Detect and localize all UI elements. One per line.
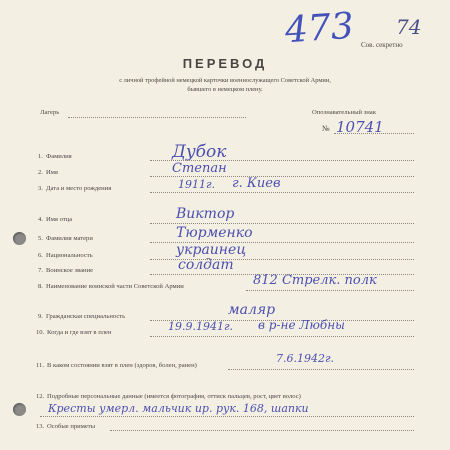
rank-label: Воинское звание xyxy=(46,267,94,274)
special-marks-line xyxy=(110,430,414,431)
special-marks-label: Особые приметы xyxy=(47,423,96,430)
profession-label: Гражданская специальность xyxy=(46,313,126,320)
father-name-line xyxy=(150,223,414,224)
mother-surname-value: Тюрменко xyxy=(176,225,253,241)
classification-stamp: Сов. секретно xyxy=(361,41,403,49)
tag-number-prefix: № xyxy=(322,124,330,133)
corner-number-handwritten: 74 xyxy=(396,15,422,39)
field-number: 10. xyxy=(36,329,45,336)
field-number: 4. xyxy=(38,216,43,223)
field-number: 1. xyxy=(38,153,43,160)
capture-date-value: 19.9.1941г. xyxy=(168,320,234,333)
first-name-label: Имя xyxy=(46,169,58,176)
rank-value: солдат xyxy=(178,257,234,273)
tag-label: Опознавательный знак xyxy=(312,109,376,116)
document-subtitle-line2: бывшего в немецком плену. xyxy=(187,86,263,93)
archive-number-handwritten: 473 xyxy=(283,5,356,52)
condition-value: 7.6.1942г. xyxy=(276,352,335,365)
field-number: 8. xyxy=(38,283,43,290)
condition-line xyxy=(228,369,414,370)
birth-place-value: г. Киев xyxy=(232,176,281,191)
condition-label: В каком состоянии взят в плен (здоров, болен, ранен) xyxy=(47,362,197,369)
first-name-line xyxy=(150,176,414,177)
document-title: ПЕРЕВОД xyxy=(182,56,268,71)
mother-surname-label: Фамилия матери xyxy=(46,235,93,242)
nationality-label: Национальность xyxy=(46,252,93,259)
field-number: 5. xyxy=(38,235,43,242)
document-subtitle-line1: с личной трофейной немецкой карточки военнослужащего Советской Армии, xyxy=(119,77,331,84)
camp-label: Лагерь xyxy=(40,109,60,116)
tag-line xyxy=(334,133,414,134)
field-number: 6. xyxy=(38,252,43,259)
capture-label: Когда и где взят в плен xyxy=(47,329,112,336)
father-name-label: Имя отца xyxy=(46,216,73,223)
first-name-value: Степан xyxy=(172,161,227,176)
personal-data-line xyxy=(40,416,414,417)
unit-value: 812 Стрелк. полк xyxy=(253,273,377,288)
surname-value: Дубок xyxy=(172,142,227,162)
unit-label: Наименование воинской части Советской Армии xyxy=(46,283,184,290)
field-number: 11. xyxy=(36,362,44,369)
nationality-value: украинец xyxy=(176,242,247,258)
capture-line xyxy=(150,336,414,337)
profession-value: маляр xyxy=(228,302,276,318)
birth-label: Дата и место рождения xyxy=(46,185,112,192)
field-number: 12. xyxy=(36,393,45,400)
punch-hole-bottom xyxy=(13,403,26,416)
field-number: 7. xyxy=(38,267,43,274)
birth-line xyxy=(150,192,414,193)
personal-data-label: Подробные персональные данные (имеется фотография, оттиск пальцев, рост, цвет волос) xyxy=(47,393,301,400)
punch-hole-top xyxy=(13,232,26,245)
father-name-value: Виктор xyxy=(176,206,235,222)
birth-year-value: 1911г. xyxy=(178,178,216,191)
personal-data-value: Кресты умерл. мальчик ир. рук. 168, шапки xyxy=(48,402,309,415)
field-number: 13. xyxy=(36,423,45,430)
surname-label: Фамилия xyxy=(46,153,72,160)
unit-line xyxy=(246,290,414,291)
capture-place-value: в р-не Любны xyxy=(258,318,345,332)
tag-number-handwritten: 10741 xyxy=(336,118,384,136)
field-number: 3. xyxy=(38,185,43,192)
field-number: 9. xyxy=(38,313,43,320)
camp-line xyxy=(68,117,246,118)
field-number: 2. xyxy=(38,169,43,176)
